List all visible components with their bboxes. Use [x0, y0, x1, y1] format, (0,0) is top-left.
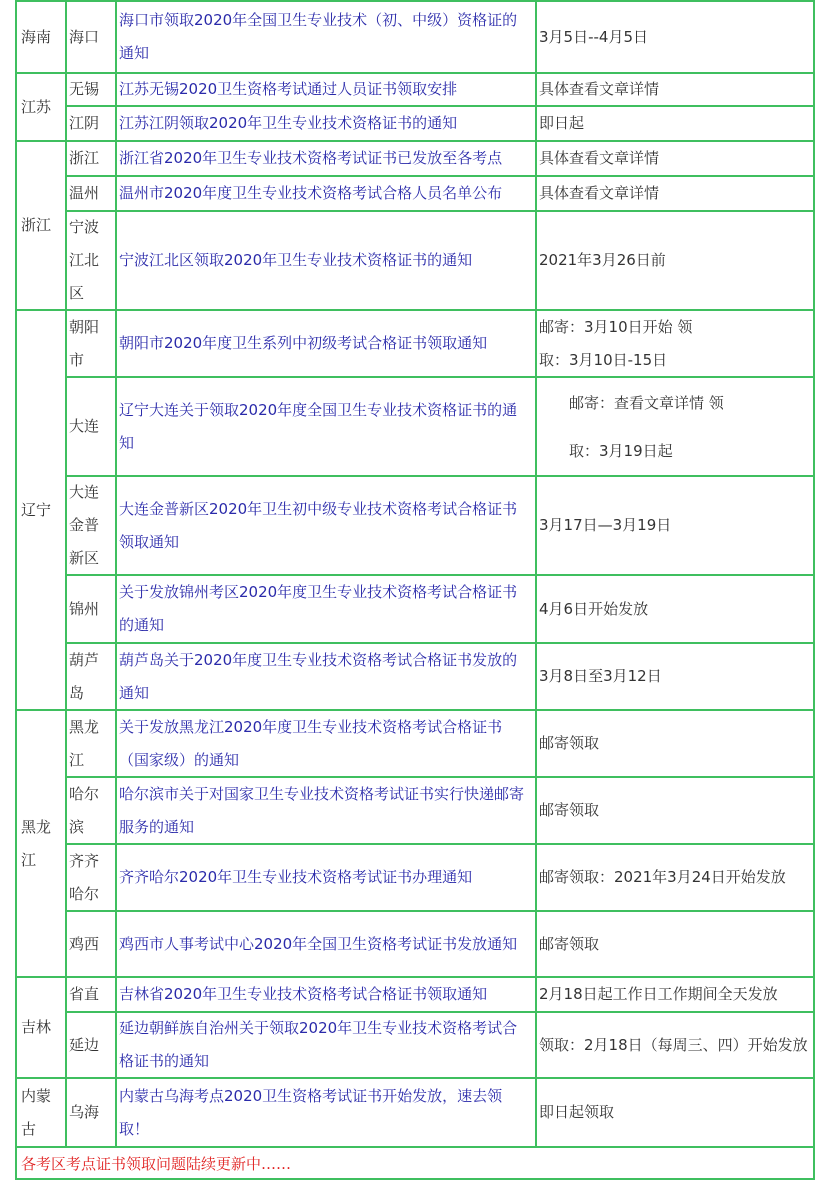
notice-link[interactable]: 浙江省2020年卫生专业技术资格考试证书已发放至各考点 [119, 148, 503, 167]
city-cell: 延边 [69, 1035, 100, 1054]
notice-link[interactable]: 齐齐哈尔2020年卫生专业技术资格考试证书办理通知 [119, 868, 473, 886]
time-cell: 领取：2月18日（每周三、四）开始发放 [539, 1035, 808, 1054]
time-cell: 即日起 [539, 114, 585, 132]
notice-link[interactable]: 宁波江北区领取2020年卫生专业技术资格证书的通知 [119, 251, 473, 269]
time-cell: 邮寄：3月10日开始 领取：3月10日-15日 [539, 317, 693, 369]
notice-link[interactable]: 哈尔滨市关于对国家卫生专业技术资格考试证书实行快递邮寄服务的通知 [119, 784, 525, 836]
notice-link[interactable]: 海口市领取2020年全国卫生专业技术（初、中级）资格证的通知 [119, 11, 518, 62]
time-cell: 具体查看文章详情 [539, 148, 660, 167]
time-cell: 邮寄领取 [539, 734, 600, 752]
time-cell: 3月5日--4月5日 [539, 27, 648, 46]
notice-link[interactable]: 大连金普新区2020年卫生初中级专业技术资格考试合格证书领取通知 [119, 499, 518, 551]
city-cell: 温州 [69, 183, 100, 202]
time-cell: 具体查看文章详情 [539, 183, 660, 202]
city-cell: 朝阳市 [69, 317, 100, 369]
time-cell: 3月8日至3月12日 [539, 667, 662, 685]
province-cell: 江苏 [21, 97, 52, 116]
province-label: 海南 [21, 27, 52, 46]
city-cell: 锦州 [69, 599, 100, 618]
time-cell: 具体查看文章详情 [539, 79, 660, 98]
city-cell: 江阴 [69, 114, 100, 132]
city-cell: 黑龙江 [69, 717, 100, 769]
city-cell: 葫芦岛 [69, 650, 100, 702]
time-cell: 3月17日—3月19日 [539, 516, 672, 534]
notice-link[interactable]: 关于发放锦州考区2020年度卫生专业技术资格考试合格证书的通知 [119, 583, 518, 634]
notice-link[interactable]: 江苏无锡2020卫生资格考试通过人员证书领取安排 [119, 79, 458, 98]
city-cell: 无锡 [69, 79, 100, 98]
time-cell: 4月6日开始发放 [539, 599, 649, 618]
update-note: 各考区考点证书领取问题陆续更新中…… [21, 1154, 292, 1173]
province-cell: 辽宁 [21, 500, 52, 519]
notice-link[interactable]: 鸡西市人事考试中心2020年全国卫生资格考试证书发放通知 [119, 934, 518, 953]
time-cell: 即日起领取 [539, 1103, 615, 1121]
notice-link[interactable]: 关于发放黑龙江2020年度卫生专业技术资格考试合格证书（国家级）的通知 [119, 717, 503, 769]
notice-link[interactable]: 吉林省2020年卫生专业技术资格考试合格证书领取通知 [119, 985, 488, 1003]
time-cell: 邮寄领取 [539, 801, 600, 819]
city-cell [69, 2, 115, 72]
notice-link[interactable]: 辽宁大连关于领取2020年度全国卫生专业技术资格证书的通知 [119, 400, 518, 452]
province-cell: 黑龙江 [21, 817, 52, 869]
city-label: 海口 [69, 27, 100, 46]
city-cell: 乌海 [69, 1103, 100, 1121]
notice-link[interactable]: 葫芦岛关于2020年度卫生专业技术资格考试合格证书发放的通知 [119, 650, 518, 702]
city-cell: 浙江 [69, 148, 100, 167]
notice-link[interactable]: 内蒙古乌海考点2020卫生资格考试证书开始发放，速去领取！ [119, 1086, 503, 1138]
city-cell: 宁波江北区 [69, 218, 100, 302]
city-cell: 省直 [69, 985, 100, 1003]
notice-link[interactable]: 朝阳市2020年度卫生系列中初级考试合格证书领取通知 [119, 334, 488, 352]
certificate-table [15, 0, 815, 1180]
time-cell: 邮寄领取：2021年3月24日开始发放 [539, 868, 786, 886]
city-cell: 哈尔滨 [69, 784, 100, 836]
time-cell: 2021年3月26日前 [539, 251, 666, 269]
time-cell: 邮寄：查看文章详情 领取：3月19日起 [569, 393, 724, 460]
province-cell: 吉林 [21, 1018, 52, 1036]
time-cell: 2月18日起工作日工作期间全天发放 [539, 985, 778, 1003]
city-cell: 大连 [69, 417, 100, 435]
province-cell: 内蒙古 [21, 1086, 52, 1138]
city-cell: 鸡西 [69, 934, 100, 953]
time-cell: 邮寄领取 [539, 934, 600, 953]
notice-link[interactable]: 温州市2020年度卫生专业技术资格考试合格人员名单公布 [119, 183, 503, 202]
notice-link[interactable]: 延边朝鲜族自治州关于领取2020年卫生专业技术资格考试合格证书的通知 [119, 1019, 518, 1070]
city-cell: 齐齐哈尔 [69, 851, 100, 903]
city-cell: 大连金普新区 [69, 483, 100, 567]
notice-link[interactable]: 江苏江阴领取2020年卫生专业技术资格证书的通知 [119, 114, 458, 132]
province-cell [21, 2, 65, 72]
province-cell: 浙江 [21, 216, 52, 234]
